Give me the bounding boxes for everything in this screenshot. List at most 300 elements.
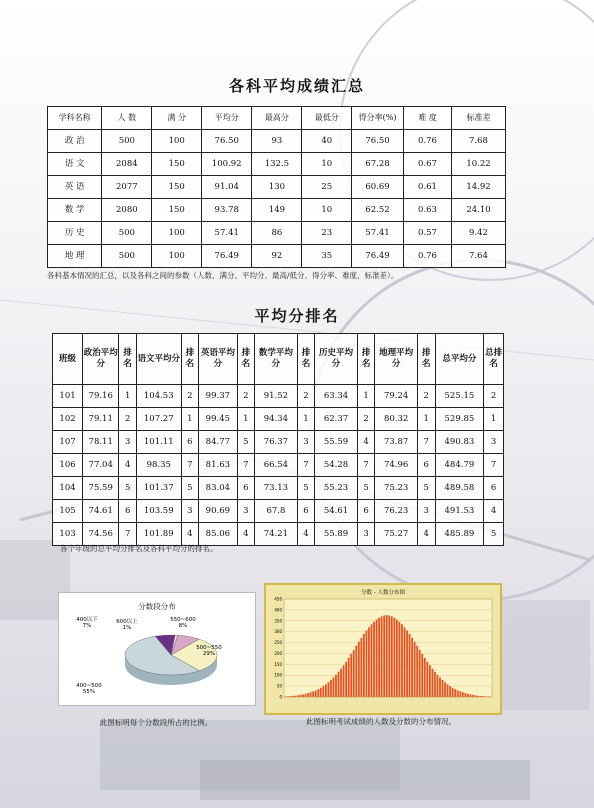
histogram-bar	[343, 665, 345, 697]
table-row	[48, 245, 506, 268]
cell: 93.78	[202, 199, 252, 222]
pie-chart	[59, 593, 255, 705]
header-cell: 排名	[181, 334, 199, 385]
histogram-bar	[393, 618, 395, 697]
cell: 150	[152, 199, 202, 222]
header-cell: 数学平均分	[255, 334, 298, 385]
header-cell: 历史平均分	[315, 334, 358, 385]
cell: 35	[302, 245, 352, 268]
histogram-bar	[371, 624, 373, 697]
cell: 10	[302, 199, 352, 222]
cell: 政 治	[48, 130, 102, 153]
cell: 100	[152, 222, 202, 245]
cell: 55.89	[315, 523, 358, 546]
cell: 2	[297, 385, 315, 408]
cell: 91.04	[202, 176, 252, 199]
cell: 101.11	[136, 431, 181, 454]
header-cell: 平均分	[202, 107, 252, 130]
histogram-bar	[467, 694, 469, 697]
cell: 74.96	[375, 454, 418, 477]
histogram-bar	[457, 690, 459, 697]
histogram-bar	[348, 658, 350, 697]
histogram-panel	[264, 583, 502, 715]
cell: 77.04	[83, 454, 119, 477]
histogram-bar	[287, 696, 289, 697]
cell: 7	[181, 454, 199, 477]
header-cell: 最高分	[252, 107, 302, 130]
header-cell: 排名	[119, 334, 137, 385]
histogram-bar	[447, 684, 449, 697]
header-cell: 学科名称	[48, 107, 102, 130]
cell: 529.85	[435, 408, 484, 431]
cell: 78.11	[83, 431, 119, 454]
cell: 2	[357, 408, 375, 431]
histogram-bar	[424, 658, 426, 697]
cell: 98.35	[136, 454, 181, 477]
cell: 3	[297, 431, 315, 454]
cell: 2	[484, 385, 504, 408]
cell: 92	[252, 245, 302, 268]
cell: 4	[484, 500, 504, 523]
cell: 4	[237, 523, 255, 546]
plot-area	[284, 599, 492, 697]
histogram-bar	[376, 619, 378, 697]
cell: 525.15	[435, 385, 484, 408]
table-row	[53, 385, 504, 408]
cell: 10	[302, 153, 352, 176]
histogram-bar	[315, 690, 317, 697]
histogram-bar	[462, 692, 464, 697]
cell: 55.59	[315, 431, 358, 454]
cell: 6	[237, 477, 255, 500]
cell: 7.64	[451, 245, 505, 268]
table-row	[48, 222, 506, 245]
cell: 6	[297, 500, 315, 523]
histogram-bar	[426, 662, 428, 697]
histogram-bar	[399, 622, 401, 697]
header-cell: 政治平均分	[83, 334, 119, 385]
cell: 3	[484, 431, 504, 454]
cell: 76.49	[202, 245, 252, 268]
histogram-bar	[414, 642, 416, 697]
ranking-note: 各个年级的总平均分排名及各科平均分的排名。	[60, 544, 218, 553]
cell: 94.34	[255, 408, 298, 431]
y-tick-label: 300	[274, 629, 282, 635]
header-cell: 满 分	[152, 107, 202, 130]
cell: 6	[119, 500, 137, 523]
cell: 107.27	[136, 408, 181, 431]
cell: 60.69	[352, 176, 404, 199]
histogram-bar	[482, 696, 484, 697]
cell: 62.37	[315, 408, 358, 431]
cell: 5	[297, 477, 315, 500]
cell: 25	[302, 176, 352, 199]
histogram-bar	[409, 634, 411, 697]
histogram-bar	[305, 694, 307, 697]
histogram-bar	[439, 677, 441, 697]
table-row	[53, 408, 504, 431]
histogram-bar	[391, 616, 393, 697]
histogram-bar	[338, 672, 340, 697]
cell: 9.42	[451, 222, 505, 245]
pie-label: 400~500 55%	[76, 683, 102, 695]
y-tick-label: 0	[279, 694, 282, 700]
cell: 14.92	[451, 176, 505, 199]
cell: 7	[119, 523, 137, 546]
histogram-bar	[366, 630, 368, 697]
histogram-chart	[266, 585, 500, 713]
cell: 79.24	[375, 385, 418, 408]
cell: 3	[237, 500, 255, 523]
pie-label: 550~600 8%	[170, 617, 196, 629]
pie-chart-title: 分数段分布	[138, 602, 176, 611]
cell: 63.34	[315, 385, 358, 408]
cell: 74.56	[83, 523, 119, 546]
cell: 5	[484, 523, 504, 546]
cell: 74.21	[255, 523, 298, 546]
cell: 1	[181, 408, 199, 431]
cell: 55.23	[315, 477, 358, 500]
histogram-bar	[472, 695, 474, 697]
histogram-bar	[363, 634, 365, 697]
summary-note: 各科基本情况的汇总，以及各科之间的参数（人数、满分、平均分、最高/低分、得分率、难度、标准差）。	[47, 271, 399, 280]
table-row	[53, 500, 504, 523]
cell: 500	[102, 245, 152, 268]
histogram-bar	[378, 618, 380, 697]
cell: 40	[302, 130, 352, 153]
cell: 100.92	[202, 153, 252, 176]
header-cell: 班级	[53, 334, 83, 385]
cell: 150	[152, 153, 202, 176]
cell: 90.69	[199, 500, 237, 523]
header-cell: 得分率(%)	[352, 107, 404, 130]
table-row	[48, 130, 506, 153]
header-cell: 语文平均分	[136, 334, 181, 385]
cell: 语 文	[48, 153, 102, 176]
header-cell: 总排名	[484, 334, 504, 385]
cell: 0.67	[404, 153, 452, 176]
cell: 5	[417, 477, 435, 500]
y-tick-label: 100	[274, 672, 282, 678]
cell: 101	[53, 385, 83, 408]
cell: 7	[417, 431, 435, 454]
table-row	[48, 153, 506, 176]
cell: 1	[417, 408, 435, 431]
cell: 76.50	[352, 130, 404, 153]
cell: 1	[484, 408, 504, 431]
histogram-bar	[368, 627, 370, 697]
cell: 104	[53, 477, 83, 500]
cell: 132.5	[252, 153, 302, 176]
cell: 79.11	[83, 408, 119, 431]
cell: 104.53	[136, 385, 181, 408]
cell: 7	[357, 454, 375, 477]
cell: 57.41	[202, 222, 252, 245]
histogram-bar	[404, 627, 406, 697]
cell: 历 史	[48, 222, 102, 245]
cell: 73.13	[255, 477, 298, 500]
histogram-bar	[386, 615, 388, 697]
pie-chart-panel	[58, 592, 256, 706]
histogram-bar	[419, 650, 421, 697]
y-tick-label: 450	[274, 596, 282, 602]
histogram-bar	[295, 696, 297, 697]
cell: 76.37	[255, 431, 298, 454]
cell: 91.52	[255, 385, 298, 408]
cell: 500	[102, 130, 152, 153]
table-row	[53, 431, 504, 454]
cell: 5	[357, 477, 375, 500]
ranking-title: 平均分排名	[254, 307, 340, 325]
cell: 2084	[102, 153, 152, 176]
cell: 4	[297, 523, 315, 546]
histogram-bar	[383, 616, 385, 697]
cell: 106	[53, 454, 83, 477]
cell: 英 语	[48, 176, 102, 199]
header-cell: 总平均分	[435, 334, 484, 385]
cell: 6	[417, 454, 435, 477]
pie-label: 600以上 1%	[116, 619, 138, 631]
cell: 75.27	[375, 523, 418, 546]
histogram-bar	[353, 650, 355, 697]
histogram-bar	[406, 630, 408, 697]
y-tick-label: 350	[274, 618, 282, 624]
pie-label: 400以下 7%	[76, 617, 98, 629]
histogram-caption: 此图标明考试成绩的人数及分数的分布情况。	[306, 717, 456, 726]
histogram-bar	[381, 616, 383, 697]
histogram-bar	[350, 654, 352, 697]
histogram-bar	[434, 672, 436, 697]
ranking-table	[52, 333, 504, 546]
cell: 7	[237, 454, 255, 477]
cell: 2077	[102, 176, 152, 199]
cell: 62.52	[352, 199, 404, 222]
cell: 490.83	[435, 431, 484, 454]
cell: 54.61	[315, 500, 358, 523]
cell: 23	[302, 222, 352, 245]
cell: 489.58	[435, 477, 484, 500]
histogram-bar	[302, 694, 304, 697]
histogram-title: 分数 - 人数分布图	[361, 590, 405, 596]
cell: 0.76	[404, 130, 452, 153]
cell: 7	[297, 454, 315, 477]
header-cell: 最低分	[302, 107, 352, 130]
histogram-bar	[477, 696, 479, 697]
histogram-bar	[325, 684, 327, 697]
histogram-bar	[432, 669, 434, 697]
cell: 2080	[102, 199, 152, 222]
y-tick-label: 400	[274, 607, 282, 613]
histogram-bar	[345, 662, 347, 697]
histogram-bar	[312, 691, 314, 697]
histogram-bar	[485, 696, 487, 697]
cell: 102	[53, 408, 83, 431]
histogram-bar	[330, 680, 332, 697]
cell: 67.8	[255, 500, 298, 523]
histogram-bar	[459, 691, 461, 697]
histogram-bar	[480, 696, 482, 697]
cell: 0.63	[404, 199, 452, 222]
cell: 4	[357, 431, 375, 454]
cell: 76.50	[202, 130, 252, 153]
histogram-bar	[360, 638, 362, 697]
histogram-bar	[292, 696, 294, 697]
header-cell: 排名	[417, 334, 435, 385]
cell: 3	[417, 500, 435, 523]
histogram-bar	[396, 619, 398, 697]
cell: 99.37	[199, 385, 237, 408]
cell: 500	[102, 222, 152, 245]
histogram-bar	[340, 669, 342, 697]
histogram-bar	[449, 686, 451, 697]
histogram-bar	[442, 680, 444, 697]
cell: 4	[181, 523, 199, 546]
ranking-header-row	[53, 334, 504, 385]
histogram-bar	[470, 694, 472, 697]
histogram-bar	[289, 696, 291, 697]
histogram-bar	[464, 693, 466, 697]
histogram-bar	[475, 695, 477, 697]
cell: 99.45	[199, 408, 237, 431]
cell: 93	[252, 130, 302, 153]
cell: 6	[357, 500, 375, 523]
header-cell: 人 数	[102, 107, 152, 130]
y-tick-label: 150	[274, 661, 282, 667]
table-row	[48, 176, 506, 199]
header-cell: 地理平均分	[375, 334, 418, 385]
header-cell: 难 度	[404, 107, 452, 130]
cell: 67.28	[352, 153, 404, 176]
cell: 76.49	[352, 245, 404, 268]
cell: 100	[152, 130, 202, 153]
cell: 485.89	[435, 523, 484, 546]
cell: 2	[237, 385, 255, 408]
histogram-bar	[333, 677, 335, 697]
header-cell: 英语平均分	[199, 334, 237, 385]
cell: 4	[417, 523, 435, 546]
table-row	[53, 454, 504, 477]
cell: 2	[119, 408, 137, 431]
cell: 24.10	[451, 199, 505, 222]
cell: 75.23	[375, 477, 418, 500]
pie-caption: 此图标明每个分数段所占的比例。	[99, 718, 213, 727]
summary-title: 各科平均成绩汇总	[228, 77, 365, 95]
cell: 81.63	[199, 454, 237, 477]
cell: 3	[181, 500, 199, 523]
cell: 100	[152, 245, 202, 268]
table-row	[53, 477, 504, 500]
histogram-bar	[388, 616, 390, 697]
cell: 54.28	[315, 454, 358, 477]
histogram-bar	[454, 689, 456, 697]
y-tick-label: 250	[274, 640, 282, 646]
cell: 0.76	[404, 245, 452, 268]
summary-header-row	[48, 107, 506, 130]
cell: 3	[119, 431, 137, 454]
cell: 5	[119, 477, 137, 500]
histogram-bar	[452, 688, 454, 697]
cell: 83.04	[199, 477, 237, 500]
histogram-bar	[310, 692, 312, 697]
cell: 85.06	[199, 523, 237, 546]
y-tick-label: 50	[276, 683, 282, 689]
cell: 3	[357, 523, 375, 546]
cell: 66.54	[255, 454, 298, 477]
histogram-bar	[358, 642, 360, 697]
cell: 103.59	[136, 500, 181, 523]
histogram-bar	[416, 646, 418, 697]
pie-label: 500~550 29%	[196, 645, 222, 657]
cell: 地 理	[48, 245, 102, 268]
y-tick-label: 200	[274, 650, 282, 656]
histogram-bar	[307, 693, 309, 697]
cell: 7	[484, 454, 504, 477]
cell: 10.22	[451, 153, 505, 176]
cell: 5	[181, 477, 199, 500]
cell: 2	[181, 385, 199, 408]
histogram-bar	[328, 682, 330, 697]
histogram-bar	[411, 638, 413, 697]
cell: 79.16	[83, 385, 119, 408]
header-cell: 排名	[357, 334, 375, 385]
cell: 1	[297, 408, 315, 431]
cell: 76.23	[375, 500, 418, 523]
cell: 7.68	[451, 130, 505, 153]
histogram-bar	[335, 675, 337, 697]
histogram-bar	[421, 654, 423, 697]
cell: 74.61	[83, 500, 119, 523]
histogram-bar	[444, 682, 446, 697]
histogram-bar	[322, 686, 324, 697]
cell: 86	[252, 222, 302, 245]
cell: 491.53	[435, 500, 484, 523]
cell: 150	[152, 176, 202, 199]
histogram-bar	[429, 665, 431, 697]
cell: 0.61	[404, 176, 452, 199]
cell: 0.57	[404, 222, 452, 245]
histogram-bar	[297, 695, 299, 697]
histogram-bar	[320, 688, 322, 697]
cell: 75.59	[83, 477, 119, 500]
cell: 5	[237, 431, 255, 454]
cell: 2	[417, 385, 435, 408]
cell: 130	[252, 176, 302, 199]
histogram-bar	[373, 622, 375, 697]
header-cell: 标准差	[451, 107, 505, 130]
cell: 105	[53, 500, 83, 523]
histogram-bar	[300, 695, 302, 697]
cell: 84.77	[199, 431, 237, 454]
histogram-bar	[401, 624, 403, 697]
summary-table	[47, 106, 506, 268]
cell: 73.87	[375, 431, 418, 454]
cell: 107	[53, 431, 83, 454]
cell: 101.89	[136, 523, 181, 546]
histogram-bar	[437, 675, 439, 697]
cell: 103	[53, 523, 83, 546]
cell: 101.37	[136, 477, 181, 500]
cell: 1	[357, 385, 375, 408]
cell: 149	[252, 199, 302, 222]
cell: 4	[119, 454, 137, 477]
cell: 484.79	[435, 454, 484, 477]
cell: 57.41	[352, 222, 404, 245]
header-cell: 排名	[297, 334, 315, 385]
cell: 6	[484, 477, 504, 500]
histogram-bar	[317, 689, 319, 697]
histogram-bar	[355, 646, 357, 697]
cell: 数 学	[48, 199, 102, 222]
